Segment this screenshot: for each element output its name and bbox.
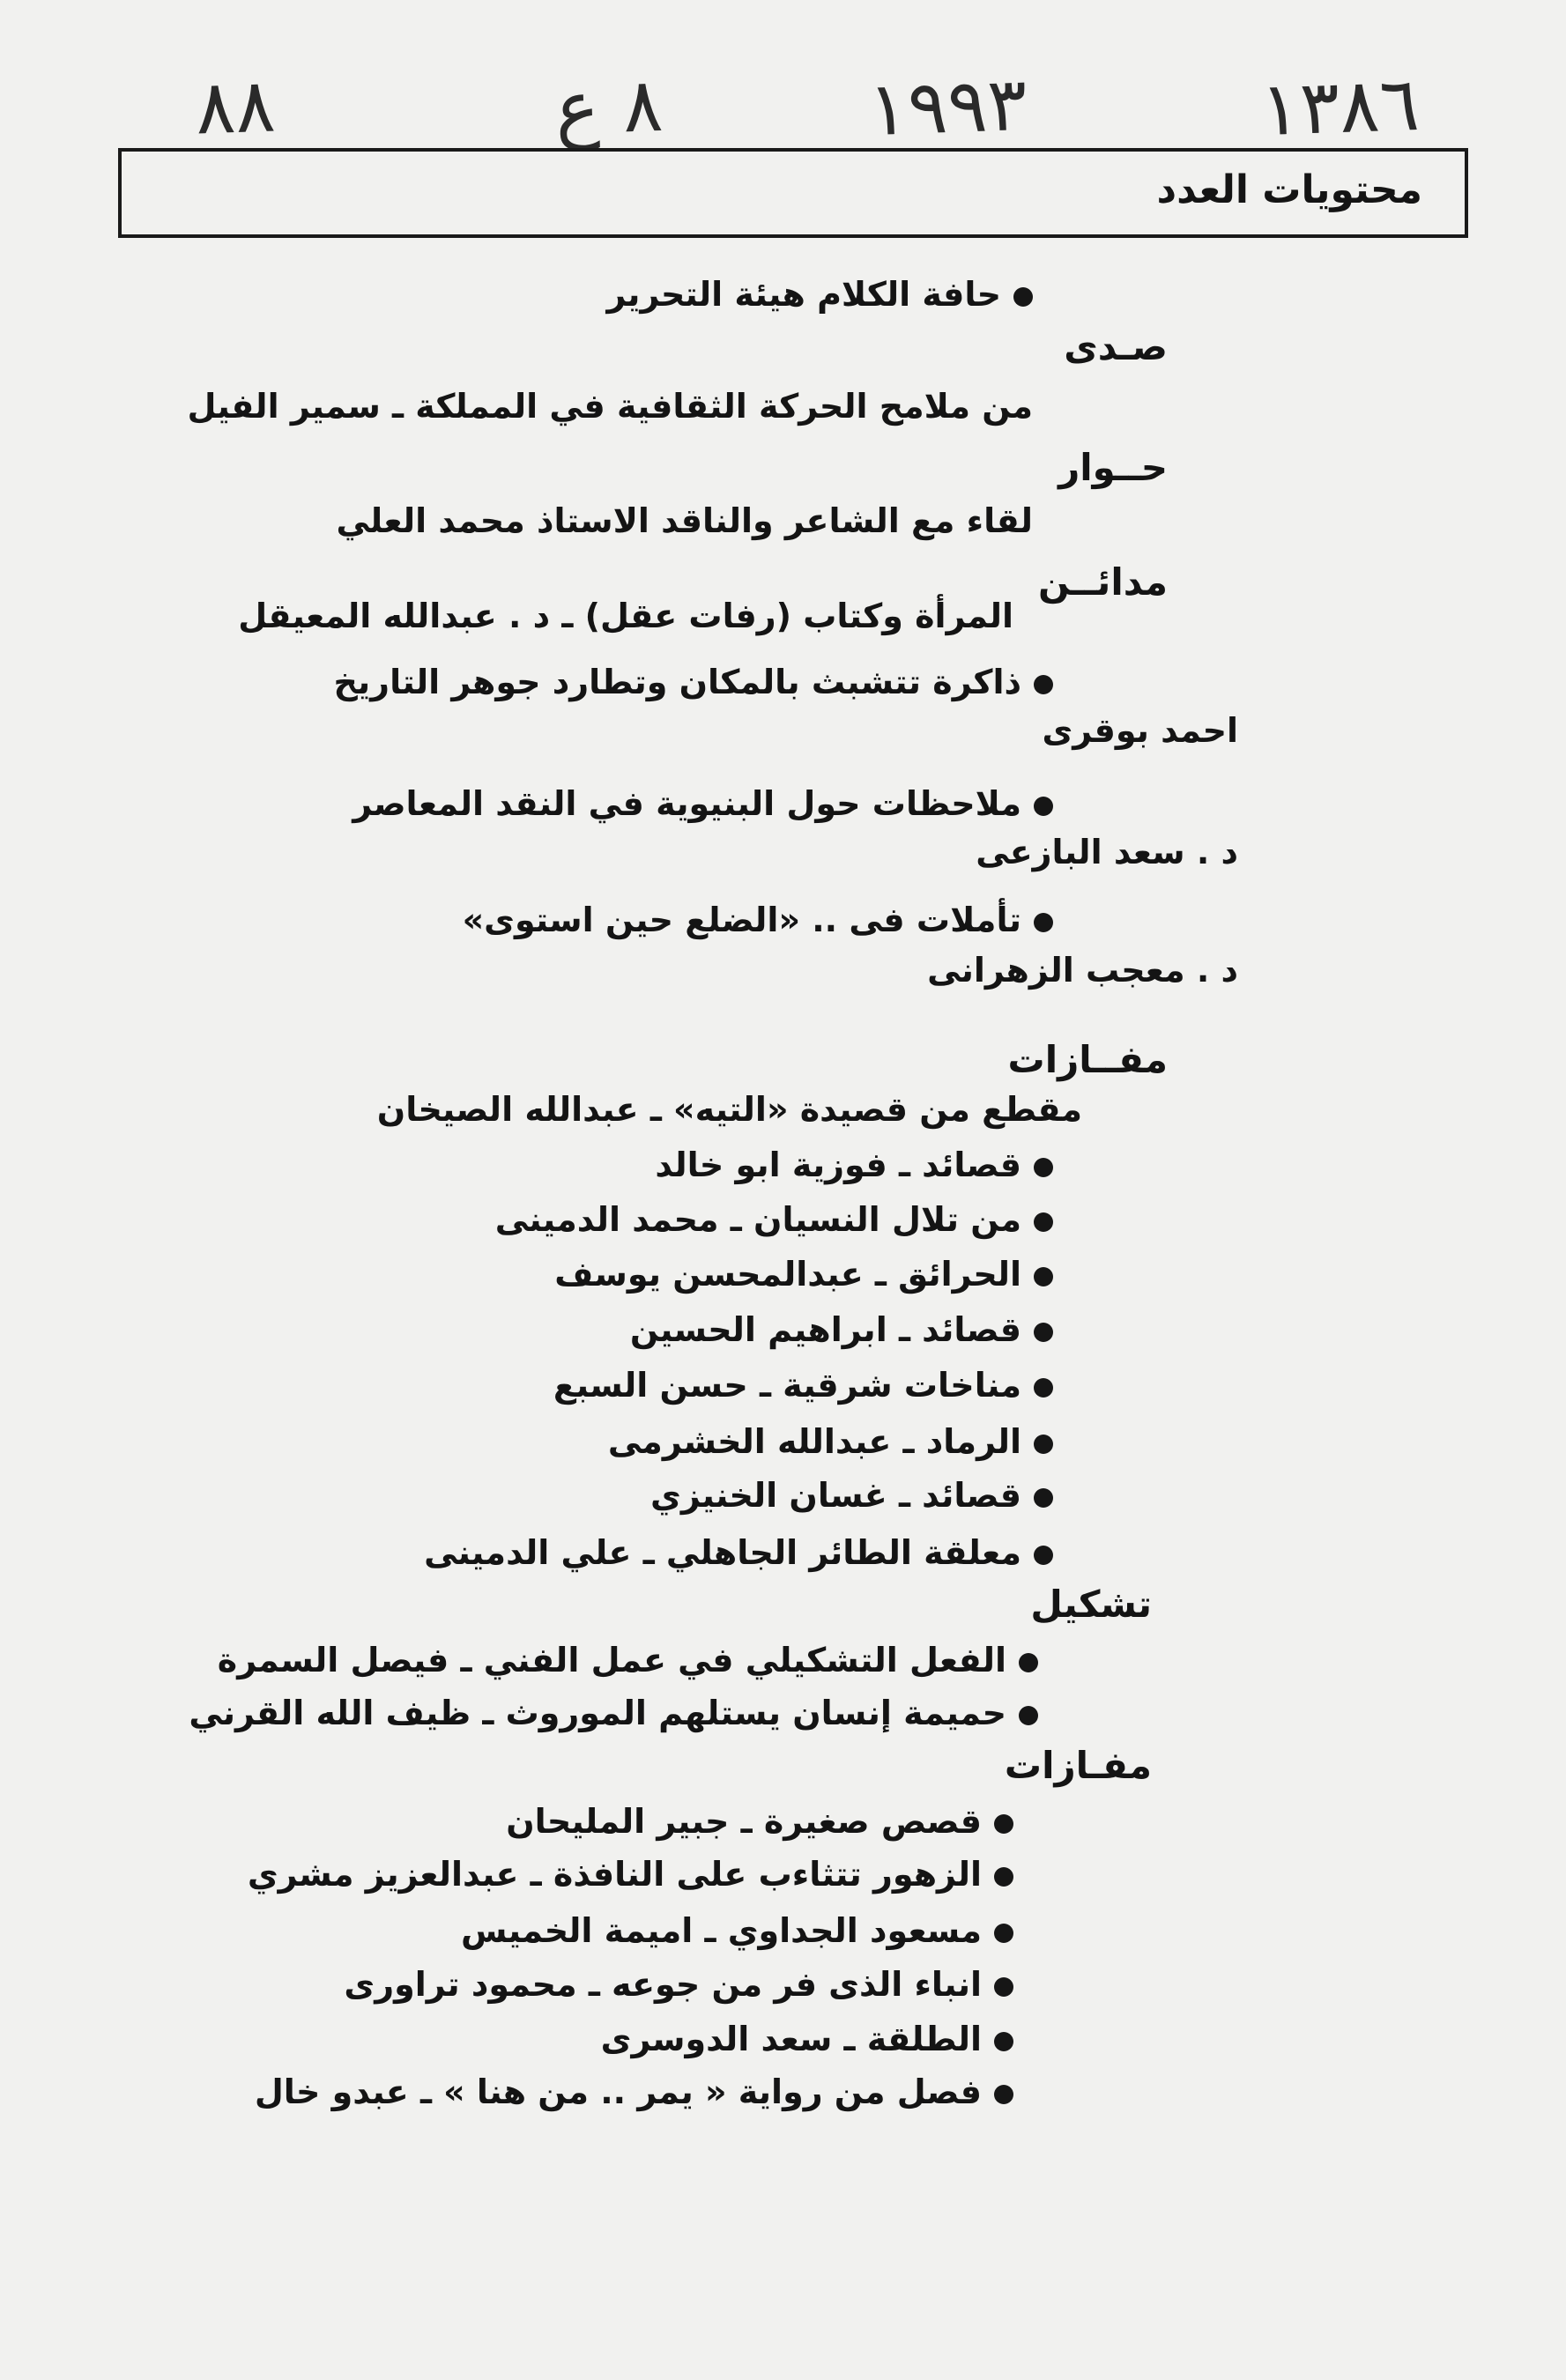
toc-text: مفـازات	[1004, 1744, 1152, 1787]
toc-section-heading	[1007, 1038, 1169, 1081]
toc-text: قصائد ـ ابراهيم الحسين	[629, 1310, 1021, 1349]
handwritten-mark-1: ٨٨	[194, 62, 277, 152]
toc-text: المرأة وكتاب (رفات عقل) ـ د . عبدالله المعيقل	[238, 597, 1013, 635]
bullet-icon	[1034, 1267, 1053, 1286]
toc-text: احمد بوقرى	[1042, 711, 1238, 750]
toc-section-heading	[1064, 325, 1168, 368]
handwritten-number: ١٣٨٦	[1258, 60, 1421, 153]
toc-entry	[187, 387, 1033, 426]
toc-author	[1042, 711, 1238, 750]
toc-text: قصص صغيرة ـ جبير المليحان	[506, 1802, 982, 1841]
toc-section-heading	[1038, 560, 1168, 604]
toc-entry	[601, 2022, 1013, 2056]
toc-entry	[553, 1366, 1053, 1405]
handwritten-year: ١٩٩٣	[866, 60, 1029, 153]
bullet-icon	[1034, 1378, 1053, 1398]
toc-entry	[655, 1148, 1053, 1182]
toc-text: فصل من رواية « يمر .. من هنا » ـ عبدو خال	[254, 2072, 982, 2111]
toc-entry	[463, 903, 1053, 937]
bullet-icon	[994, 2032, 1013, 2051]
header-box	[118, 148, 1468, 238]
toc-text: الزهور تتثاءب على النافذة ـ عبدالعزيز مشري	[247, 1855, 982, 1894]
toc-section-heading	[1058, 446, 1168, 489]
toc-author	[927, 951, 1238, 990]
toc-text: الحرائق ـ عبدالمحسن يوسف	[554, 1255, 1021, 1294]
toc-text: حــوار	[1058, 446, 1168, 489]
page-title: محتويات العدد	[1156, 167, 1422, 212]
toc-entry	[336, 501, 1033, 540]
handwritten-mark-2: ٨ ع	[553, 61, 664, 152]
toc-text: تأملات فى .. «الضلع حين استوى»	[462, 901, 1021, 939]
toc-entry	[424, 1533, 1053, 1572]
toc-text: ذاكرة تتشبث بالمكان وتطارد جوهر التاريخ	[333, 663, 1021, 701]
toc-text: تشكيل	[1030, 1583, 1152, 1626]
toc-entry	[376, 1090, 1082, 1129]
bullet-icon	[994, 1924, 1013, 1943]
toc-entry	[189, 1696, 1038, 1730]
bullet-icon	[1019, 1653, 1038, 1672]
toc-text: انباء الذى فر من جوعه ـ محمود تراورى	[344, 1965, 982, 2004]
toc-entry	[506, 1802, 1013, 1841]
toc-text: صـدى	[1064, 325, 1168, 368]
toc-text: حميمة إنسان يستلهم الموروث ـ ظيف الله القرني	[189, 1694, 1006, 1732]
toc-text: الرماد ـ عبدالله الخشرمى	[607, 1422, 1021, 1461]
toc-text: مسعود الجداوي ـ اميمة الخميس	[461, 1911, 982, 1950]
bullet-icon	[1034, 797, 1053, 816]
toc-entry	[494, 1200, 1053, 1239]
toc-text: قصائد ـ غسان الخنيزي	[650, 1476, 1021, 1515]
toc-text: الفعل التشكيلي في عمل الفني ـ فيصل السمرة	[217, 1641, 1006, 1679]
toc-text: من تلال النسيان ـ محمد الدمينى	[494, 1200, 1021, 1239]
toc-entry	[650, 1476, 1053, 1515]
toc-section-heading	[1030, 1583, 1152, 1626]
toc-text: الطلقة ـ سعد الدوسرى	[600, 2020, 982, 2058]
toc-entry	[254, 2072, 1013, 2111]
bullet-icon	[1034, 1323, 1053, 1342]
toc-text: د . سعد البازعى	[976, 833, 1238, 871]
bullet-icon	[1013, 287, 1033, 307]
toc-text: مقطع من قصيدة «التيه» ـ عبدالله الصيخان	[376, 1090, 1082, 1129]
toc-entry	[344, 1965, 1013, 2004]
bullet-icon	[1034, 913, 1053, 932]
bullet-icon	[1034, 1212, 1053, 1232]
bullet-icon	[994, 1867, 1013, 1887]
toc-entry	[334, 665, 1053, 699]
bullet-icon	[1034, 1546, 1053, 1565]
toc-text: ملاحظات حول البنيوية في النقد المعاصر	[353, 784, 1021, 823]
toc-entry	[353, 784, 1053, 823]
bullet-icon	[994, 1814, 1013, 1834]
bullet-icon	[994, 1977, 1013, 1997]
toc-entry	[461, 1911, 1013, 1950]
bullet-icon	[1019, 1706, 1038, 1725]
toc-text: مناخات شرقية ـ حسن السبع	[553, 1366, 1021, 1405]
toc-text: معلقة الطائر الجاهلي ـ علي الدمينى	[424, 1533, 1021, 1572]
toc-entry	[606, 275, 1033, 314]
toc-text: د . معجب الزهرانى	[927, 951, 1238, 990]
toc-entry	[554, 1255, 1053, 1294]
toc-section-heading	[1004, 1744, 1152, 1787]
toc-entry	[607, 1422, 1053, 1461]
toc-text: مفــازات	[1007, 1038, 1168, 1081]
bullet-icon	[994, 2085, 1013, 2104]
toc-entry	[218, 1643, 1038, 1677]
bullet-icon	[1034, 1488, 1053, 1508]
bullet-icon	[1034, 1435, 1053, 1454]
toc-author	[976, 835, 1238, 869]
toc-entry	[238, 599, 1013, 633]
toc-text: لقاء مع الشاعر والناقد الاستاذ محمد العلي	[336, 501, 1033, 540]
toc-entry	[247, 1855, 1013, 1894]
toc-text: حافة الكلام هيئة التحرير	[606, 275, 1001, 314]
toc-text: من ملامح الحركة الثقافية في المملكة ـ سمير الفيل	[187, 387, 1033, 426]
bullet-icon	[1034, 675, 1053, 694]
toc-text: قصائد ـ فوزية ابو خالد	[655, 1146, 1021, 1184]
bullet-icon	[1034, 1158, 1053, 1177]
toc-entry	[629, 1310, 1053, 1349]
toc-text: مدائــن	[1038, 560, 1168, 604]
